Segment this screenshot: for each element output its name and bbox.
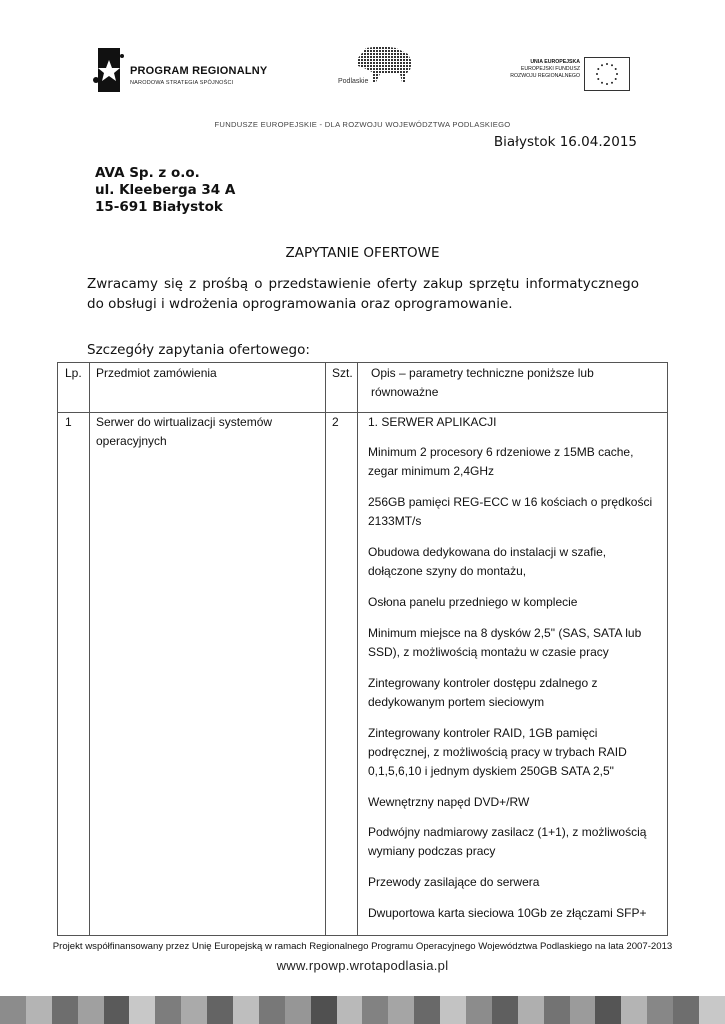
stripe-block bbox=[621, 996, 647, 1024]
stripe-block bbox=[492, 996, 518, 1024]
stripe-block bbox=[233, 996, 259, 1024]
eu-line-1: UNIA EUROPEJSKA bbox=[530, 59, 580, 65]
stripe-block bbox=[466, 996, 492, 1024]
stripe-block bbox=[440, 996, 466, 1024]
program-subtitle: NARODOWA STRATEGIA SPÓJNOŚCI bbox=[130, 80, 234, 86]
stripe-block bbox=[414, 996, 440, 1024]
spec-item: Osłona panelu przedniego w komplecie bbox=[368, 595, 578, 609]
row1-qty: 2 bbox=[332, 415, 339, 429]
funds-tagline: FUNDUSZE EUROPEJSKIE - DLA ROZWOJU WOJEWÓDZTWA PODLASKIEGO bbox=[214, 120, 511, 129]
stripe-block bbox=[647, 996, 673, 1024]
row1-lp: 1 bbox=[65, 415, 72, 429]
spec-item: 256GB pamięci REG-ECC w 16 kościach o prędkości 2133MT/s bbox=[368, 495, 653, 528]
header-desc: Opis – parametry techniczne poniższe lub równoważne bbox=[371, 366, 594, 399]
spec-item: Zintegrowany kontroler dostępu zdalnego z dedykowanym portem sieciowym bbox=[368, 676, 598, 709]
header-item: Przedmiot zamówienia bbox=[96, 366, 217, 380]
stripe-block bbox=[388, 996, 414, 1024]
stripe-block bbox=[259, 996, 285, 1024]
stripe-block bbox=[699, 996, 725, 1024]
address-line-2: ul. Kleeberga 34 A bbox=[95, 182, 236, 198]
spec-item: Zintegrowany kontroler RAID, 1GB pamięci podręcznej, z możliwością pracy w trybach RAID 0,1,5,6,10 i jednym dyskiem 250GB SATA 2,5" bbox=[368, 726, 627, 778]
address-line-1: AVA Sp. z o.o. bbox=[95, 165, 200, 181]
program-title: PROGRAM REGIONALNY bbox=[130, 65, 268, 77]
intro-paragraph: Zwracamy się z prośbą o przedstawienie oferty zakup sprzętu informatycznego do obsługi i wdrożenia oprogramowania oraz oprogramowanie. bbox=[87, 276, 639, 312]
stripe-block bbox=[181, 996, 207, 1024]
footer-cofinancing-text: Projekt współfinansowany przez Unię Europejską w ramach Regionalnego Programu Operacyjnego Województwa Podlaskiego na lata 2007-2013 bbox=[52, 941, 673, 952]
stripe-block bbox=[570, 996, 596, 1024]
stripe-block bbox=[129, 996, 155, 1024]
spec-item: Minimum 2 procesory 6 rdzeniowe z 15MB cache, zegar minimum 2,4GHz bbox=[368, 445, 634, 478]
stripe-block bbox=[544, 996, 570, 1024]
stripe-block bbox=[311, 996, 337, 1024]
stripe-block bbox=[285, 996, 311, 1024]
eu-logo bbox=[498, 55, 633, 95]
stripe-block bbox=[518, 996, 544, 1024]
header-lp: Lp. bbox=[65, 366, 82, 380]
stripe-block bbox=[362, 996, 388, 1024]
eu-line-2: EUROPEJSKI FUNDUSZ bbox=[520, 66, 580, 72]
col-divider bbox=[357, 363, 358, 935]
spec-item: Obudowa dedykowana do instalacji w szafie, dołączone szyny do montażu, bbox=[368, 545, 607, 578]
stripe-block bbox=[26, 996, 52, 1024]
stripe-block bbox=[104, 996, 130, 1024]
address-line-3: 15-691 Białystok bbox=[95, 199, 223, 215]
eu-flag-icon bbox=[584, 57, 630, 91]
document-heading: ZAPYTANIE OFERTOWE bbox=[285, 245, 440, 261]
order-table bbox=[57, 362, 668, 936]
footer-url: www.rpowp.wrotapodlasia.pl bbox=[276, 958, 449, 973]
podlaskie-label: Podlaskie bbox=[338, 78, 369, 85]
header-qty: Szt. bbox=[332, 366, 353, 380]
details-label: Szczegóły zapytania ofertowego: bbox=[87, 342, 310, 358]
stripe-block bbox=[595, 996, 621, 1024]
col-divider bbox=[89, 363, 90, 935]
program-regionalny-logo bbox=[92, 46, 292, 96]
stripe-block bbox=[0, 996, 26, 1024]
program-star-logo-icon bbox=[92, 46, 126, 94]
spec-item: Dwuportowa karta sieciowa 10Gb ze złączami SFP+ bbox=[368, 906, 647, 920]
stripe-block bbox=[337, 996, 363, 1024]
stripe-block bbox=[52, 996, 78, 1024]
stripe-block bbox=[155, 996, 181, 1024]
letter-date: Białystok 16.04.2015 bbox=[493, 134, 637, 150]
stripe-block bbox=[207, 996, 233, 1024]
spec-item: Wewnętrzny napęd DVD+/RW bbox=[368, 795, 530, 809]
spec-item: 1. SERWER APLIKACJI bbox=[368, 415, 497, 429]
podlaskie-logo bbox=[338, 44, 418, 92]
eu-line-3: ROZWOJU REGIONALNEGO bbox=[510, 73, 580, 79]
col-divider bbox=[325, 363, 326, 935]
spec-item: Minimum miejsce na 8 dysków 2,5" (SAS, SATA lub SSD), z możliwością montażu w czasie pracy bbox=[368, 626, 642, 659]
recipient-address bbox=[95, 165, 235, 216]
decorative-stripe bbox=[0, 996, 725, 1024]
stripe-block bbox=[673, 996, 699, 1024]
spec-item: Przewody zasilające do serwera bbox=[368, 875, 540, 889]
spec-item: Podwójny nadmiarowy zasilacz (1+1), z możliwością wymiany podczas pracy bbox=[368, 825, 647, 858]
eu-text-block bbox=[498, 59, 580, 80]
row1-item: Serwer do wirtualizacji systemów operacyjnych bbox=[96, 415, 273, 448]
stripe-block bbox=[78, 996, 104, 1024]
